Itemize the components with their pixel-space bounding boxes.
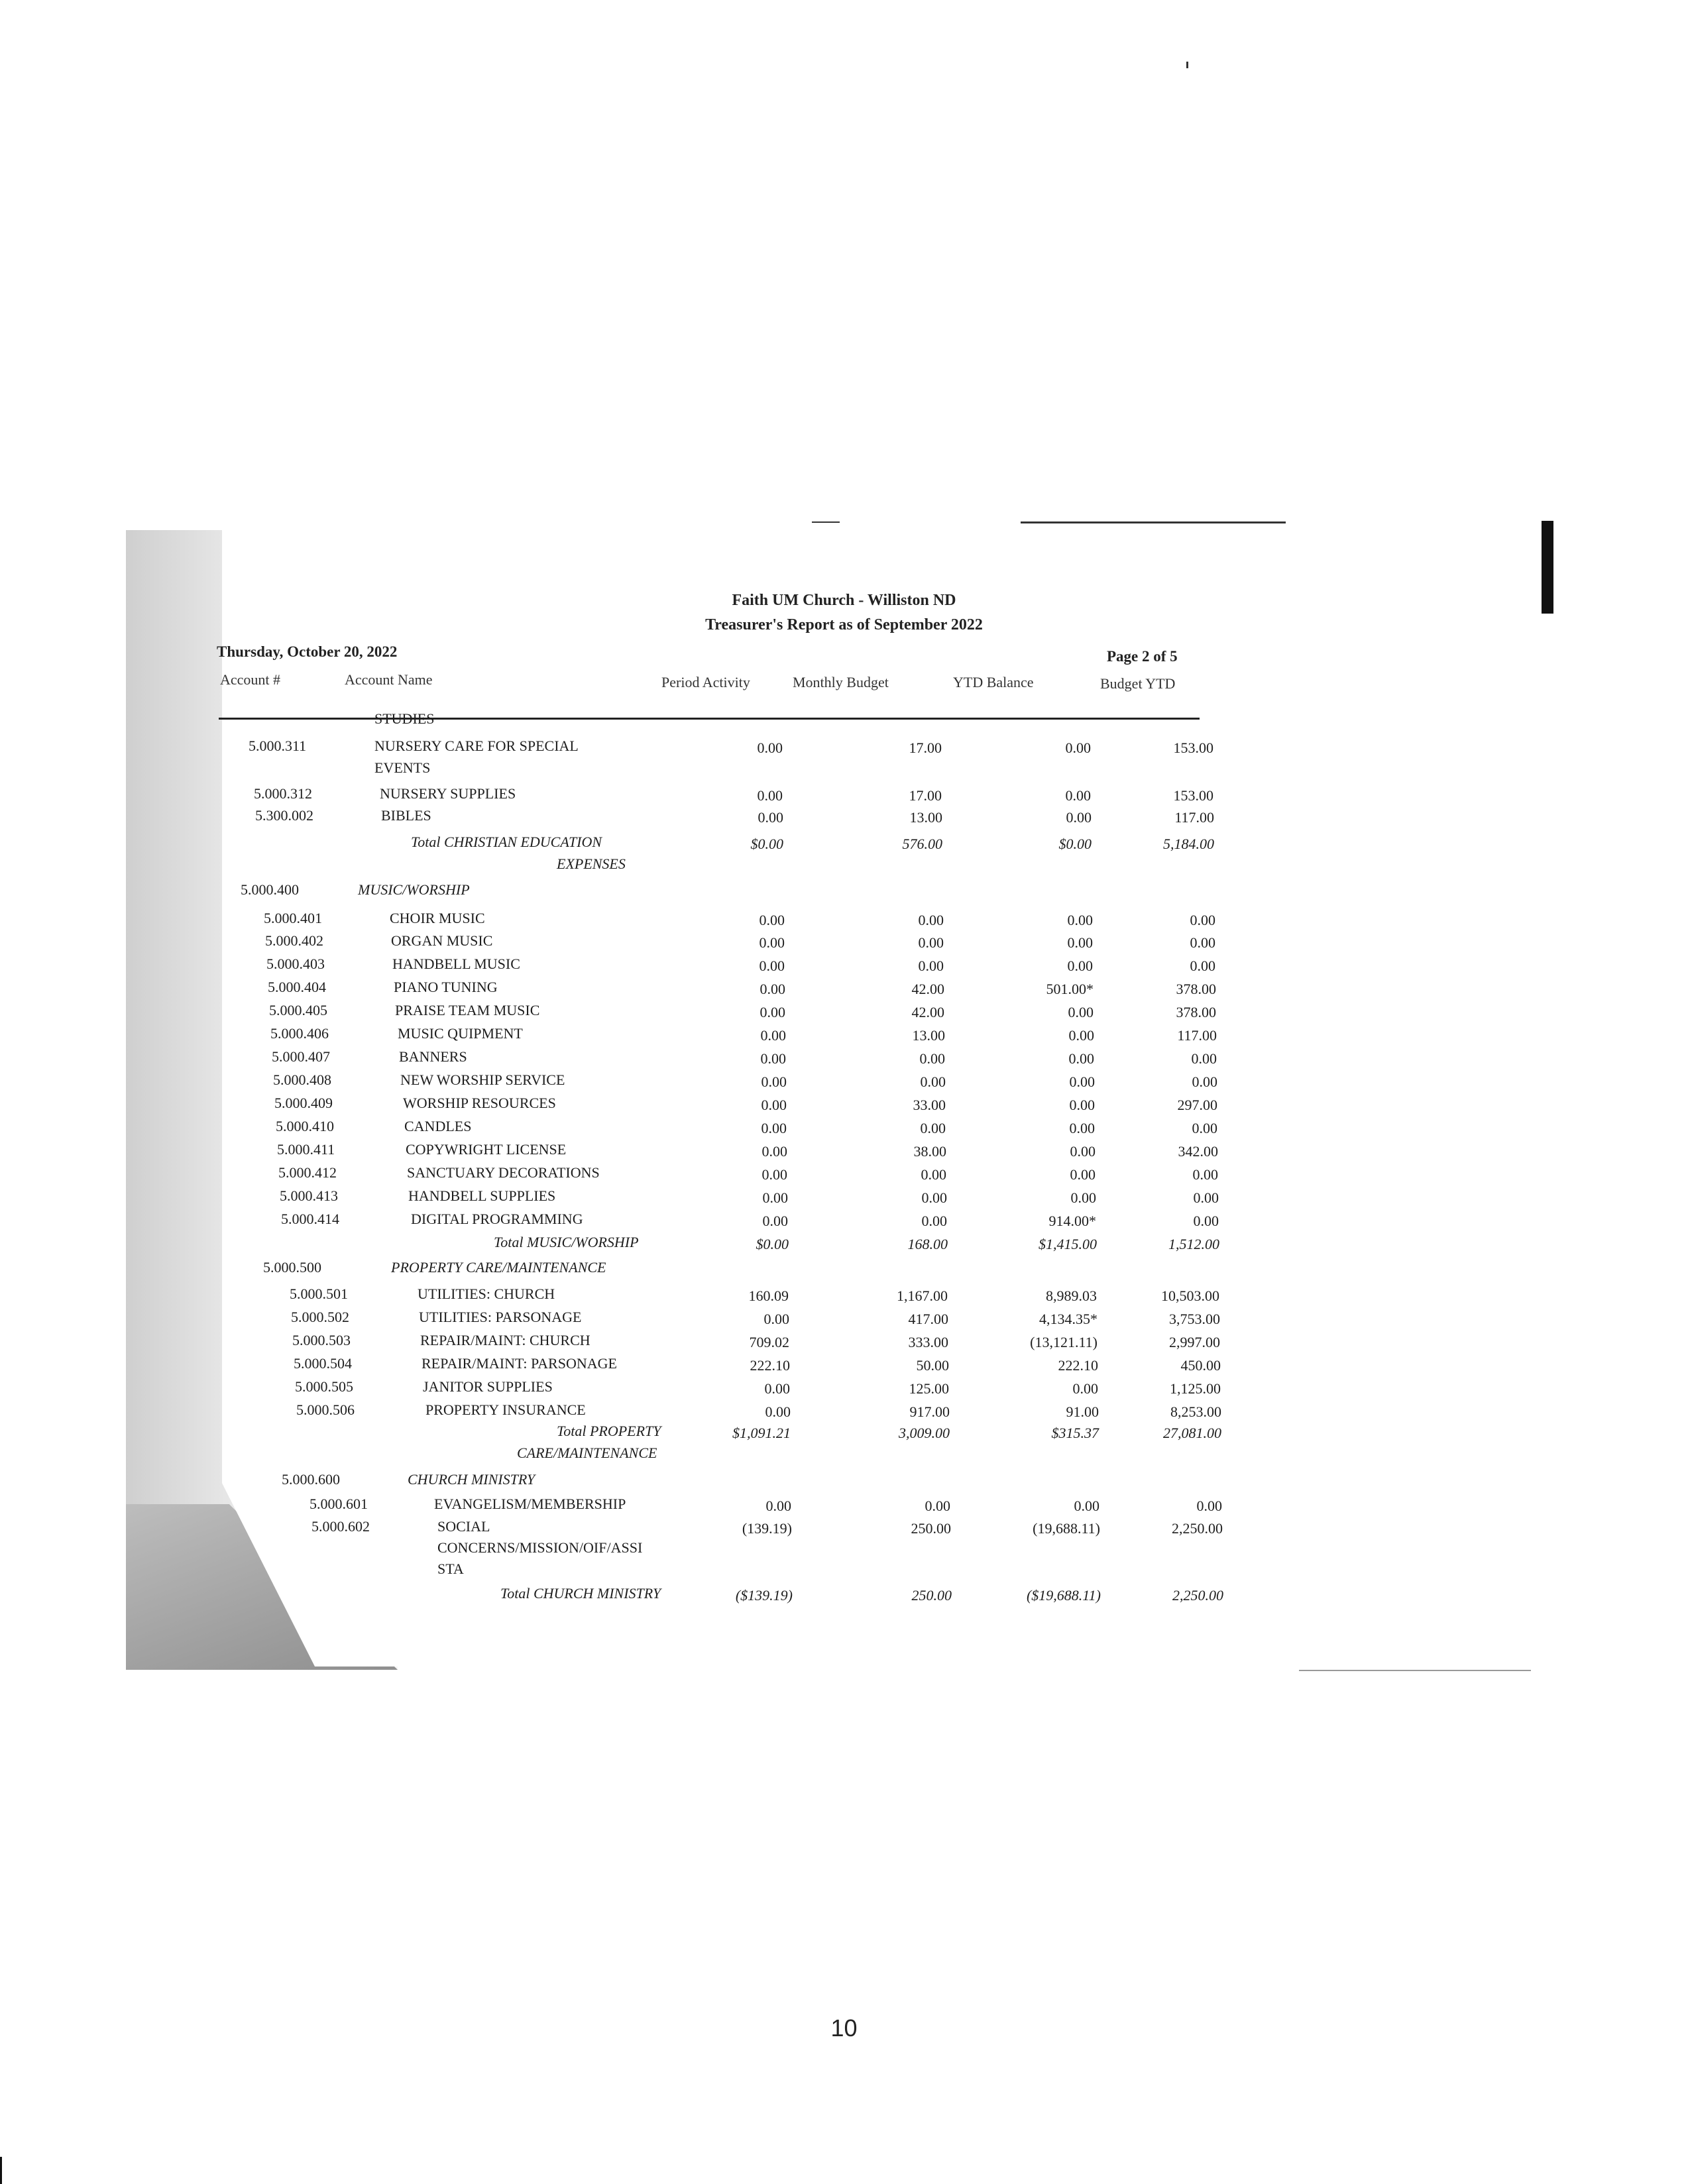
value-period: 0.00 — [759, 957, 785, 974]
account-number: 5.000.500 — [263, 1259, 321, 1276]
value-ytd: 0.00 — [1068, 1027, 1094, 1044]
account-name: Total MUSIC/WORSHIP — [494, 1234, 639, 1250]
value-budget: 0.00 — [1191, 1050, 1217, 1067]
account-name: PROPERTY INSURANCE — [425, 1401, 586, 1418]
value-ytd: 0.00 — [1068, 1004, 1094, 1020]
value-budget: 1,512.00 — [1168, 1236, 1219, 1252]
account-number: 5.000.411 — [277, 1141, 335, 1158]
value-period: 0.00 — [761, 1143, 787, 1160]
value-ytd: $0.00 — [1058, 836, 1092, 852]
account-name: NEW WORSHIP SERVICE — [400, 1071, 565, 1088]
value-period: 0.00 — [760, 1050, 786, 1067]
account-number: 5.000.408 — [273, 1071, 331, 1088]
account-name: EXPENSES — [557, 855, 626, 872]
value-monthly: 0.00 — [921, 1166, 946, 1183]
value-ytd: 0.00 — [1072, 1380, 1098, 1397]
value-period: 0.00 — [761, 1120, 787, 1136]
value-monthly: 0.00 — [918, 957, 944, 974]
value-ytd: 0.00 — [1069, 1097, 1095, 1113]
value-period: 0.00 — [759, 912, 785, 928]
account-number: 5.000.407 — [272, 1048, 330, 1065]
value-budget: 0.00 — [1192, 1166, 1218, 1183]
value-ytd: 91.00 — [1066, 1403, 1099, 1420]
value-period: 0.00 — [763, 1311, 789, 1327]
account-number: 5.000.506 — [296, 1401, 355, 1418]
value-period: 0.00 — [762, 1189, 788, 1206]
value-budget: 3,753.00 — [1169, 1311, 1220, 1327]
value-ytd: 8,989.03 — [1046, 1287, 1097, 1304]
value-ytd: 0.00 — [1067, 957, 1093, 974]
account-name: Total PROPERTY — [557, 1423, 661, 1439]
account-number: 5.000.601 — [309, 1496, 368, 1512]
account-number: 5.000.505 — [295, 1378, 353, 1395]
value-budget: 450.00 — [1180, 1357, 1221, 1374]
value-budget: 0.00 — [1190, 934, 1215, 951]
scan-edge-mark — [0, 2157, 2, 2184]
account-name: HANDBELL SUPPLIES — [408, 1187, 556, 1204]
value-ytd: (19,688.11) — [1033, 1520, 1100, 1537]
account-name: MUSIC QUIPMENT — [398, 1025, 523, 1042]
value-ytd: 0.00 — [1070, 1189, 1096, 1206]
value-monthly: 333.00 — [908, 1334, 948, 1350]
value-monthly: 0.00 — [919, 1050, 945, 1067]
value-monthly: 38.00 — [913, 1143, 946, 1160]
value-budget: 27,081.00 — [1163, 1425, 1221, 1441]
value-period: 0.00 — [761, 1166, 787, 1183]
value-period: ($139.19) — [735, 1587, 793, 1604]
value-period: 0.00 — [765, 1498, 791, 1514]
value-monthly: 42.00 — [911, 981, 944, 997]
value-monthly: 125.00 — [909, 1380, 949, 1397]
value-budget: 0.00 — [1192, 1073, 1217, 1090]
value-monthly: 17.00 — [909, 739, 942, 756]
value-monthly: 917.00 — [909, 1403, 950, 1420]
account-number: 5.000.413 — [280, 1187, 338, 1204]
value-budget: 378.00 — [1176, 1004, 1216, 1020]
account-name: JANITOR SUPPLIES — [423, 1378, 553, 1395]
account-number: 5.300.002 — [255, 807, 313, 824]
account-name: CHOIR MUSIC — [390, 910, 485, 926]
value-period: $0.00 — [750, 836, 783, 852]
account-number: 5.000.501 — [290, 1285, 348, 1302]
account-number: 5.000.414 — [281, 1211, 339, 1227]
value-budget: 0.00 — [1190, 912, 1215, 928]
col-budget-ytd: Budget YTD — [1100, 675, 1176, 692]
value-period: $1,091.21 — [732, 1425, 791, 1441]
account-name: REPAIR/MAINT: PARSONAGE — [422, 1355, 617, 1372]
account-name: STA — [437, 1560, 464, 1577]
account-number: 5.000.406 — [270, 1025, 329, 1042]
account-name: CHURCH MINISTRY — [408, 1471, 535, 1488]
value-ytd: 0.00 — [1070, 1143, 1096, 1160]
value-monthly: 250.00 — [911, 1520, 951, 1537]
col-period-activity: Period Activity — [661, 674, 750, 690]
value-period: 0.00 — [764, 1380, 790, 1397]
value-ytd: $1,415.00 — [1039, 1236, 1097, 1252]
account-number: 5.000.400 — [241, 881, 299, 898]
account-number: 5.000.312 — [254, 785, 312, 802]
account-name: PIANO TUNING — [394, 979, 498, 995]
account-name: Total CHURCH MINISTRY — [500, 1585, 661, 1602]
value-budget: 10,503.00 — [1161, 1287, 1219, 1304]
value-monthly: 0.00 — [920, 1073, 946, 1090]
value-period: $0.00 — [756, 1236, 789, 1252]
col-account-name: Account Name — [345, 671, 433, 688]
value-budget: 8,253.00 — [1170, 1403, 1221, 1420]
account-name: NURSERY SUPPLIES — [380, 785, 516, 802]
value-period: 0.00 — [760, 1027, 786, 1044]
value-budget: 342.00 — [1178, 1143, 1218, 1160]
header-rule — [219, 718, 1200, 720]
account-number: 5.000.311 — [249, 737, 307, 754]
account-name: STUDIES — [374, 710, 435, 727]
report-title: Treasurer's Report as of September 2022 — [705, 616, 983, 633]
account-name: BANNERS — [399, 1048, 467, 1065]
account-name: SOCIAL — [437, 1518, 490, 1535]
value-period: 709.02 — [749, 1334, 789, 1350]
value-budget: 0.00 — [1196, 1498, 1222, 1514]
value-period: 0.00 — [761, 1097, 787, 1113]
account-name: BIBLES — [381, 807, 431, 824]
scan-speck — [1186, 62, 1188, 68]
value-ytd: 222.10 — [1058, 1357, 1098, 1374]
value-period: 0.00 — [761, 1073, 787, 1090]
account-name: CANDLES — [404, 1118, 472, 1134]
value-monthly: 168.00 — [907, 1236, 948, 1252]
value-budget: 153.00 — [1173, 787, 1213, 804]
value-monthly: 50.00 — [916, 1357, 949, 1374]
account-name: CONCERNS/MISSION/OIF/ASSI — [437, 1539, 643, 1556]
value-ytd: ($19,688.11) — [1026, 1587, 1101, 1604]
account-name: WORSHIP RESOURCES — [403, 1095, 556, 1111]
value-ytd: 0.00 — [1066, 809, 1092, 826]
page-indicator: Page 2 of 5 — [1107, 648, 1178, 665]
value-period: 222.10 — [750, 1357, 790, 1374]
value-ytd: 0.00 — [1074, 1498, 1099, 1514]
value-budget: 2,250.00 — [1172, 1587, 1223, 1604]
account-name: NURSERY CARE FOR SPECIAL — [374, 737, 579, 754]
account-name: EVENTS — [374, 759, 431, 776]
value-period: 0.00 — [757, 787, 783, 804]
value-monthly: 13.00 — [909, 809, 942, 826]
value-ytd: 0.00 — [1067, 912, 1093, 928]
value-period: 0.00 — [759, 934, 785, 951]
value-ytd: 0.00 — [1069, 1120, 1095, 1136]
account-number: 5.000.410 — [276, 1118, 334, 1134]
account-number: 5.000.504 — [294, 1355, 352, 1372]
account-name: Total CHRISTIAN EDUCATION — [411, 834, 602, 850]
scan-line — [1021, 521, 1286, 523]
value-budget: 0.00 — [1193, 1213, 1219, 1229]
account-name: HANDBELL MUSIC — [392, 956, 520, 972]
value-ytd: 914.00* — [1048, 1213, 1096, 1229]
account-name: UTILITIES: PARSONAGE — [419, 1309, 582, 1325]
value-budget: 5,184.00 — [1163, 836, 1214, 852]
value-budget: 0.00 — [1190, 957, 1215, 974]
value-ytd: 4,134.35* — [1039, 1311, 1097, 1327]
value-budget: 117.00 — [1174, 809, 1214, 826]
account-name: UTILITIES: CHURCH — [418, 1285, 555, 1302]
value-monthly: 1,167.00 — [897, 1287, 948, 1304]
account-name: COPYWRIGHT LICENSE — [406, 1141, 567, 1158]
value-budget: 0.00 — [1193, 1189, 1219, 1206]
col-monthly-budget: Monthly Budget — [793, 674, 889, 690]
account-name: MUSIC/WORSHIP — [358, 881, 470, 898]
value-ytd: (13,121.11) — [1030, 1334, 1097, 1350]
account-name: ORGAN MUSIC — [391, 932, 493, 949]
value-period: 0.00 — [762, 1213, 788, 1229]
account-number: 5.000.600 — [282, 1471, 340, 1488]
scan-line — [1299, 1670, 1531, 1671]
col-ytd-balance: YTD Balance — [953, 674, 1034, 690]
value-monthly: 576.00 — [902, 836, 942, 852]
report-date: Thursday, October 20, 2022 — [217, 643, 398, 660]
value-monthly: 13.00 — [912, 1027, 945, 1044]
account-number: 5.000.412 — [278, 1164, 337, 1181]
value-monthly: 0.00 — [918, 912, 944, 928]
value-period: 0.00 — [758, 809, 783, 826]
value-ytd: $315.37 — [1051, 1425, 1099, 1441]
church-name: Faith UM Church - Williston ND — [732, 592, 956, 609]
value-period: 0.00 — [760, 981, 785, 997]
page-number: 10 — [830, 2014, 858, 2042]
value-ytd: 0.00 — [1067, 934, 1093, 951]
value-monthly: 0.00 — [925, 1498, 950, 1514]
value-monthly: 0.00 — [920, 1120, 946, 1136]
account-number: 5.000.405 — [269, 1002, 327, 1018]
account-name: PRAISE TEAM MUSIC — [395, 1002, 540, 1018]
col-account: Account # — [220, 671, 281, 688]
account-number: 5.000.404 — [268, 979, 326, 995]
value-budget: 1,125.00 — [1170, 1380, 1221, 1397]
value-budget: 153.00 — [1173, 739, 1213, 756]
account-number: 5.000.602 — [311, 1518, 370, 1535]
value-budget: 297.00 — [1177, 1097, 1217, 1113]
value-monthly: 3,009.00 — [899, 1425, 950, 1441]
account-name: PROPERTY CARE/MAINTENANCE — [391, 1259, 606, 1276]
account-number: 5.000.502 — [291, 1309, 349, 1325]
value-period: 0.00 — [760, 1004, 785, 1020]
value-budget: 117.00 — [1177, 1027, 1217, 1044]
account-name: DIGITAL PROGRAMMING — [411, 1211, 583, 1227]
value-period: 0.00 — [757, 739, 783, 756]
account-name: EVANGELISM/MEMBERSHIP — [434, 1496, 626, 1512]
value-ytd: 0.00 — [1065, 787, 1091, 804]
value-monthly: 417.00 — [908, 1311, 948, 1327]
value-budget: 378.00 — [1176, 981, 1216, 997]
account-name: REPAIR/MAINT: CHURCH — [420, 1332, 591, 1348]
account-number: 5.000.409 — [274, 1095, 333, 1111]
value-ytd: 0.00 — [1069, 1073, 1095, 1090]
account-number: 5.000.401 — [264, 910, 322, 926]
value-period: 0.00 — [765, 1403, 791, 1420]
value-ytd: 0.00 — [1068, 1050, 1094, 1067]
value-budget: 2,250.00 — [1172, 1520, 1223, 1537]
account-number: 5.000.503 — [292, 1332, 351, 1348]
value-period: 160.09 — [748, 1287, 789, 1304]
value-ytd: 0.00 — [1070, 1166, 1096, 1183]
value-budget: 0.00 — [1192, 1120, 1217, 1136]
value-ytd: 0.00 — [1065, 739, 1091, 756]
value-ytd: 501.00* — [1046, 981, 1094, 997]
scan-line — [812, 521, 840, 523]
value-budget: 2,997.00 — [1169, 1334, 1220, 1350]
value-monthly: 17.00 — [909, 787, 942, 804]
value-monthly: 0.00 — [921, 1189, 947, 1206]
value-monthly: 250.00 — [911, 1587, 952, 1604]
value-monthly: 0.00 — [918, 934, 944, 951]
account-number: 5.000.403 — [266, 956, 325, 972]
account-name: SANCTUARY DECORATIONS — [407, 1164, 600, 1181]
value-period: (139.19) — [742, 1520, 792, 1537]
account-number: 5.000.402 — [265, 932, 323, 949]
value-monthly: 33.00 — [913, 1097, 946, 1113]
value-monthly: 42.00 — [911, 1004, 944, 1020]
value-monthly: 0.00 — [921, 1213, 947, 1229]
account-name: CARE/MAINTENANCE — [517, 1445, 657, 1461]
